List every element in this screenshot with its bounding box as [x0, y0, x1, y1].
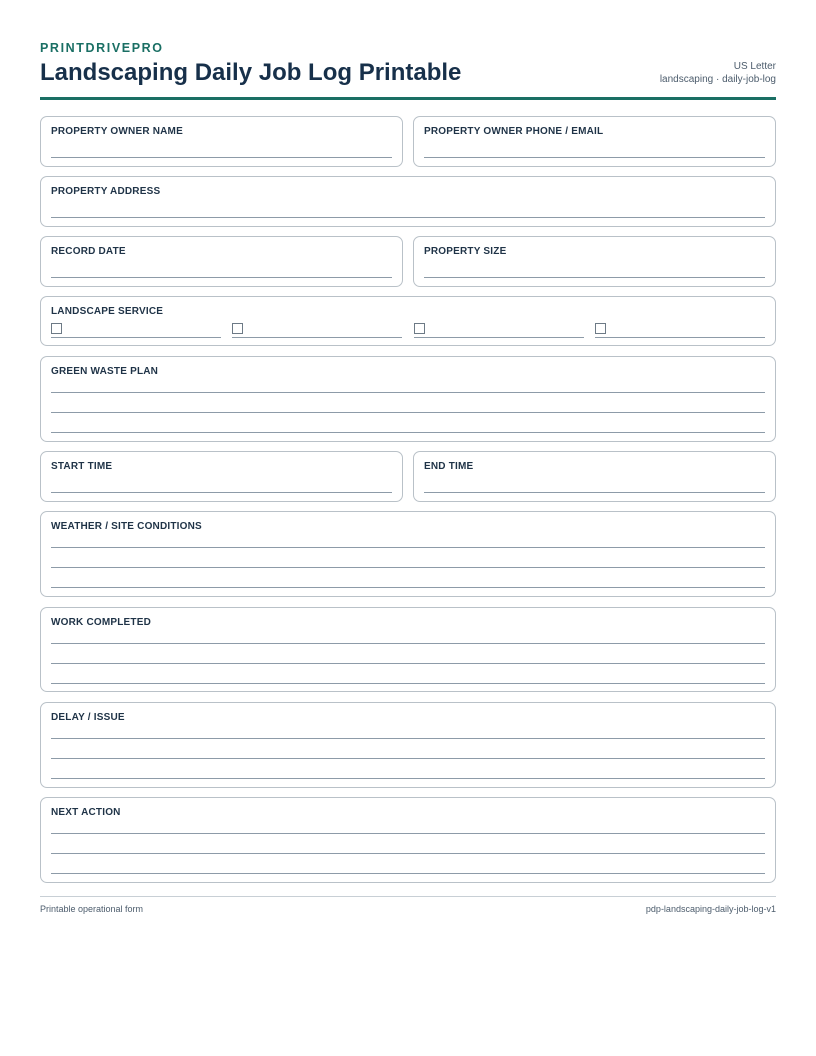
delay-issue-write-line-3[interactable] [51, 778, 765, 779]
next-action-label: NEXT ACTION [51, 807, 121, 818]
document-tags: landscaping · daily-job-log [659, 74, 776, 85]
start-time-write-line[interactable] [51, 492, 392, 493]
work-completed-field[interactable] [40, 607, 776, 692]
end-time-label: END TIME [424, 461, 474, 472]
property-size-label: PROPERTY SIZE [424, 246, 507, 257]
weather-field[interactable] [40, 511, 776, 597]
work-completed-label: WORK COMPLETED [51, 617, 152, 628]
address-field[interactable] [40, 176, 776, 227]
property-size-write-line[interactable] [424, 277, 765, 278]
start-time-field[interactable] [40, 451, 403, 502]
next-action-write-line-3[interactable] [51, 873, 765, 874]
record-date-write-line[interactable] [51, 277, 392, 278]
work-completed-write-line-1[interactable] [51, 643, 765, 644]
property-size-field[interactable] [413, 236, 776, 287]
end-time-field[interactable] [413, 451, 776, 502]
owner-contact-label: PROPERTY OWNER PHONE / EMAIL [424, 126, 604, 137]
landscape-service-field[interactable] [40, 296, 776, 346]
owner-name-label: PROPERTY OWNER NAME [51, 126, 183, 137]
weather-write-line-2[interactable] [51, 567, 765, 568]
owner-contact-write-line[interactable] [424, 157, 765, 158]
green-waste-plan-label: GREEN WASTE PLAN [51, 366, 159, 377]
service-checkbox-3[interactable] [414, 323, 425, 334]
green-waste-write-line-1[interactable] [51, 392, 765, 393]
header-rule [40, 97, 776, 100]
service-checkbox-1[interactable] [51, 323, 62, 334]
address-write-line[interactable] [51, 217, 765, 218]
brand-name: PRINTDRIVEPRO [40, 41, 164, 55]
delay-issue-write-line-1[interactable] [51, 738, 765, 739]
delay-issue-write-line-2[interactable] [51, 758, 765, 759]
service-option-line-2[interactable] [232, 337, 402, 338]
next-action-field[interactable] [40, 797, 776, 883]
service-option-line-4[interactable] [595, 337, 765, 338]
paper-size: US Letter [733, 61, 776, 72]
footer-description: Printable operational form [40, 904, 144, 914]
weather-label: WEATHER / SITE CONDITIONS [51, 521, 202, 532]
service-checkbox-2[interactable] [232, 323, 243, 334]
landscape-service-label: LANDSCAPE SERVICE [51, 306, 164, 317]
weather-write-line-1[interactable] [51, 547, 765, 548]
owner-name-field[interactable] [40, 116, 403, 167]
end-time-write-line[interactable] [424, 492, 765, 493]
next-action-write-line-2[interactable] [51, 853, 765, 854]
document-meta [660, 60, 776, 86]
service-option-line-3[interactable] [414, 337, 584, 338]
owner-contact-field[interactable] [413, 116, 776, 167]
record-date-field[interactable] [40, 236, 403, 287]
owner-name-write-line[interactable] [51, 157, 392, 158]
green-waste-plan-field[interactable] [40, 356, 776, 442]
record-date-label: RECORD DATE [51, 246, 126, 257]
service-checkbox-4[interactable] [595, 323, 606, 334]
green-waste-write-line-3[interactable] [51, 432, 765, 433]
delay-issue-label: DELAY / ISSUE [51, 712, 125, 723]
address-label: PROPERTY ADDRESS [51, 186, 161, 197]
page-title: Landscaping Daily Job Log Printable [40, 59, 462, 86]
footer-rule [40, 896, 776, 897]
start-time-label: START TIME [51, 461, 113, 472]
weather-write-line-3[interactable] [51, 587, 765, 588]
service-option-line-1[interactable] [51, 337, 221, 338]
work-completed-write-line-2[interactable] [51, 663, 765, 664]
next-action-write-line-1[interactable] [51, 833, 765, 834]
delay-issue-field[interactable] [40, 702, 776, 788]
work-completed-write-line-3[interactable] [51, 683, 765, 684]
footer-form-id: pdp-landscaping-daily-job-log-v1 [645, 904, 776, 914]
green-waste-write-line-2[interactable] [51, 412, 765, 413]
